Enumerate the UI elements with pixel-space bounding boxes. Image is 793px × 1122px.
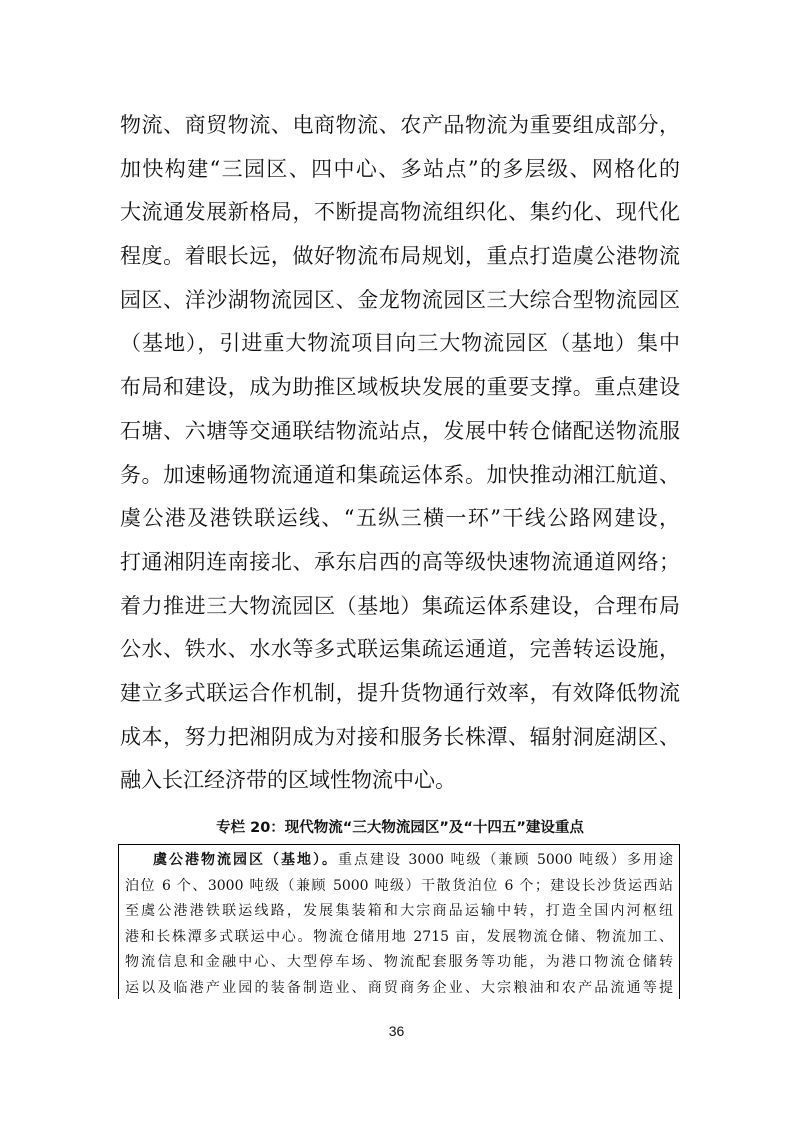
body-line: 程度。着眼长远，做好物流布局规划，重点打造虞公港物流 — [120, 244, 680, 269]
column-box-line: 至虞公港港铁联运线路，发展集装箱和大宗商品运输中转，打造全国内河枢纽 — [125, 903, 673, 919]
page-number: 36 — [388, 1023, 405, 1039]
body-line: 建立多式联运合作机制，提升货物通行效率，有效降低物流 — [120, 680, 680, 705]
body-line: 成本，努力把湘阴成为对接和服务长株潭、辐射洞庭湖区、 — [120, 724, 680, 749]
body-line: 布局和建设，成为助推区域板块发展的重要支撑。重点建设 — [120, 375, 680, 400]
column-box-line: 泊位 6 个、3000 吨级（兼顾 5000 吨级）干散货泊位 6 个；建设长沙货运西站 — [125, 877, 673, 894]
body-line: 物流、商贸物流、电商物流、农产品物流为重要组成部分， — [120, 113, 680, 137]
body-line: 着力推进三大物流园区（基地）集疏运体系建设，合理布局 — [120, 593, 680, 618]
body-line: 公水、铁水、水水等多式联运集疏运通道，完善转运设施， — [120, 637, 680, 662]
body-line: 大流通发展新格局，不断提高物流组织化、集约化、现代化 — [120, 200, 680, 225]
body-paragraph — [120, 104, 680, 803]
column-box-line: 物流信息和金融中心、大型停车场、物流配套服务等功能，为港口物流仓储转 — [125, 954, 673, 970]
column-box-line: 运以及临港产业园的装备制造业、商贸商务企业、大宗粮油和农产品流通等提 — [125, 979, 673, 996]
body-line: （基地），引进重大物流项目向三大物流园区（基地）集中 — [120, 331, 680, 356]
column-box-line: 港和长株潭多式联运中心。物流仓储用地 2715 亩，发展物流仓储、物流加工、 — [125, 928, 673, 945]
column-box-title: 专栏 20：现代物流“三大物流园区”及“十四五”建设重点 — [216, 820, 584, 836]
column-box-first-line-text: 重点建设 3000 吨级（兼顾 5000 吨级）多用途 — [337, 852, 673, 868]
body-line: 融入长江经济带的区域性物流中心。 — [120, 768, 456, 793]
body-line: 务。加速畅通物流通道和集疏运体系。加快推动湘江航道、 — [120, 462, 680, 487]
body-line: 虞公港及港铁联运线、“五纵三横一环”干线公路网建设， — [120, 506, 680, 531]
column-box — [118, 844, 680, 999]
column-box-heading: 虞公港物流园区（基地）。 — [153, 852, 338, 868]
column-box-first-line — [125, 848, 673, 874]
body-line: 园区、洋沙湖物流园区、金龙物流园区三大综合型物流园区 — [120, 287, 680, 312]
body-line: 石塘、六塘等交通联结物流站点，发展中转仓储配送物流服 — [120, 418, 680, 443]
body-line: 打通湘阴连南接北、承东启西的高等级快速物流通道网络； — [120, 549, 680, 574]
body-line: 加快构建“三园区、四中心、多站点”的多层级、网格化的 — [120, 156, 680, 181]
